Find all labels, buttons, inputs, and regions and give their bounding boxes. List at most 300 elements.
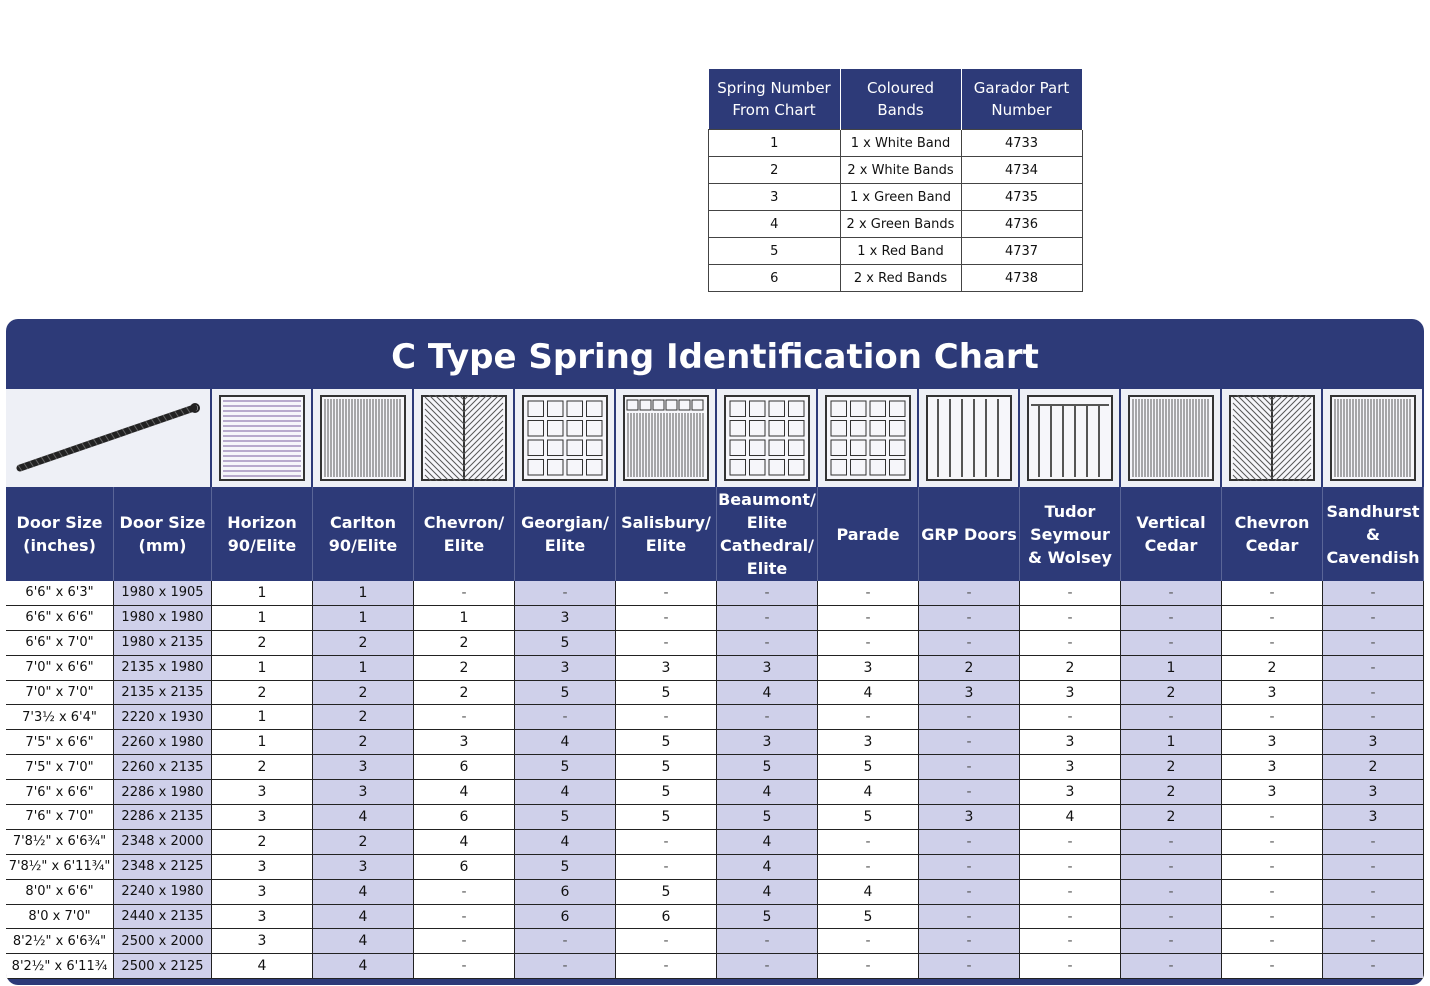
- key-spring-number: 3: [709, 184, 841, 211]
- spring-number-cell: -: [1323, 905, 1424, 930]
- chevron-cedar-door-icon: [1222, 389, 1323, 487]
- spring-number-cell: 3: [1020, 681, 1121, 706]
- spring-number-cell: -: [1222, 631, 1323, 656]
- key-part-number: 4738: [961, 265, 1082, 292]
- spring-number-cell: -: [818, 830, 919, 855]
- spring-number-cell: 4: [313, 954, 414, 979]
- carlton-door-icon: [313, 389, 414, 487]
- spring-number-cell: -: [414, 705, 515, 730]
- spring-number-cell: 3: [313, 755, 414, 780]
- door-size-mm: 2260 x 1980: [114, 730, 212, 755]
- table-row: [6, 681, 1424, 706]
- spring-number-cell: 2: [1222, 656, 1323, 681]
- key-coloured-bands: 2 x Green Bands: [840, 211, 961, 238]
- spring-number-cell: -: [515, 954, 616, 979]
- spring-number-cell: 1: [212, 705, 313, 730]
- spring-number-cell: 3: [212, 805, 313, 830]
- door-size-mm: 2260 x 2135: [114, 755, 212, 780]
- spring-number-cell: 4: [313, 905, 414, 930]
- key-header-part-number: Garador Part Number: [961, 69, 1082, 130]
- spring-number-cell: 6: [515, 880, 616, 905]
- spring-number-cell: 3: [818, 656, 919, 681]
- spring-number-cell: 3: [818, 730, 919, 755]
- spring-number-cell: -: [1121, 705, 1222, 730]
- column-header: Salisbury/ Elite: [616, 487, 717, 581]
- key-table-row: [709, 238, 1083, 265]
- key-coloured-bands: 2 x Red Bands: [840, 265, 961, 292]
- spring-number-cell: -: [1020, 631, 1121, 656]
- door-size-inches: 7'0" x 7'0": [6, 681, 114, 706]
- key-spring-number: 4: [709, 211, 841, 238]
- spring-number-cell: -: [1020, 954, 1121, 979]
- spring-number-cell: -: [919, 929, 1020, 954]
- spring-number-cell: 4: [515, 830, 616, 855]
- spring-number-cell: -: [919, 755, 1020, 780]
- spring-number-cell: 5: [515, 805, 616, 830]
- spring-number-cell: -: [1222, 705, 1323, 730]
- spring-number-cell: 5: [515, 681, 616, 706]
- door-size-inches: 8'2½" x 6'6¾": [6, 929, 114, 954]
- spring-number-cell: -: [919, 830, 1020, 855]
- column-header: Beaumont/ Elite Cathedral/ Elite: [717, 487, 818, 581]
- spring-number-cell: 3: [616, 656, 717, 681]
- door-image-row: [6, 389, 1424, 487]
- spring-number-cell: -: [717, 705, 818, 730]
- spring-number-cell: 3: [1222, 681, 1323, 706]
- spring-number-cell: 3: [1323, 780, 1424, 805]
- spring-number-cell: -: [1323, 606, 1424, 631]
- key-coloured-bands: 2 x White Bands: [840, 157, 961, 184]
- spring-number-cell: 3: [212, 855, 313, 880]
- spring-number-cell: -: [717, 929, 818, 954]
- spring-number-cell: -: [414, 880, 515, 905]
- spring-number-cell: 2: [414, 681, 515, 706]
- spring-number-cell: -: [919, 880, 1020, 905]
- spring-number-cell: 5: [515, 855, 616, 880]
- spring-grid: [6, 581, 1424, 979]
- door-size-mm: 1980 x 2135: [114, 631, 212, 656]
- spring-number-cell: 1: [313, 606, 414, 631]
- spring-number-cell: -: [919, 631, 1020, 656]
- spring-number-cell: -: [717, 606, 818, 631]
- door-size-inches: 8'0 x 7'0": [6, 905, 114, 930]
- door-size-mm: 2286 x 2135: [114, 805, 212, 830]
- spring-number-cell: 2: [212, 631, 313, 656]
- spring-number-cell: -: [616, 830, 717, 855]
- spring-number-cell: -: [919, 705, 1020, 730]
- key-table-body: [709, 130, 1083, 292]
- spring-number-cell: 5: [818, 805, 919, 830]
- key-spring-number: 6: [709, 265, 841, 292]
- spring-number-cell: 4: [717, 780, 818, 805]
- spring-number-cell: -: [919, 606, 1020, 631]
- spring-number-cell: 3: [212, 905, 313, 930]
- spring-number-cell: 4: [717, 681, 818, 706]
- spring-number-cell: 4: [212, 954, 313, 979]
- table-row: [6, 805, 1424, 830]
- spring-number-cell: -: [616, 606, 717, 631]
- spring-number-cell: -: [1020, 905, 1121, 930]
- spring-number-cell: 4: [414, 830, 515, 855]
- spring-number-cell: 3: [1222, 755, 1323, 780]
- column-header: Tudor Seymour & Wolsey: [1020, 487, 1121, 581]
- spring-number-cell: 5: [717, 905, 818, 930]
- key-coloured-bands: 1 x White Band: [840, 130, 961, 157]
- spring-number-cell: 5: [616, 780, 717, 805]
- spring-number-cell: 2: [1121, 805, 1222, 830]
- column-header: Door Size (inches): [6, 487, 114, 581]
- spring-number-cell: -: [1222, 606, 1323, 631]
- spring-number-cell: 1: [313, 656, 414, 681]
- door-size-mm: 2220 x 1930: [114, 705, 212, 730]
- column-header-row: [6, 487, 1424, 581]
- spring-number-cell: 3: [1222, 780, 1323, 805]
- spring-number-cell: 3: [1323, 730, 1424, 755]
- door-size-inches: 6'6" x 6'3": [6, 581, 114, 606]
- spring-number-cell: -: [616, 929, 717, 954]
- spring-number-cell: 3: [1323, 805, 1424, 830]
- door-size-mm: 2240 x 1980: [114, 880, 212, 905]
- spring-number-cell: -: [1323, 705, 1424, 730]
- spring-key-table: [708, 69, 1083, 292]
- spring-number-cell: -: [1020, 705, 1121, 730]
- column-header: Vertical Cedar: [1121, 487, 1222, 581]
- spring-number-cell: 5: [818, 905, 919, 930]
- spring-number-cell: -: [1020, 606, 1121, 631]
- spring-number-cell: 4: [313, 929, 414, 954]
- door-size-inches: 8'0" x 6'6": [6, 880, 114, 905]
- spring-number-cell: 2: [414, 656, 515, 681]
- spring-number-cell: -: [1323, 880, 1424, 905]
- door-size-inches: 7'5" x 6'6": [6, 730, 114, 755]
- spring-number-cell: -: [919, 954, 1020, 979]
- spring-number-cell: 1: [313, 581, 414, 606]
- table-row: [6, 631, 1424, 656]
- spring-number-cell: -: [1323, 954, 1424, 979]
- spring-number-cell: -: [1323, 581, 1424, 606]
- spring-number-cell: 4: [717, 855, 818, 880]
- spring-number-cell: -: [515, 929, 616, 954]
- spring-number-cell: -: [818, 606, 919, 631]
- spring-number-cell: -: [616, 855, 717, 880]
- spring-number-cell: -: [1121, 954, 1222, 979]
- key-table-row: [709, 130, 1083, 157]
- spring-number-cell: -: [1020, 880, 1121, 905]
- spring-number-cell: 5: [515, 631, 616, 656]
- table-row: [6, 929, 1424, 954]
- parade-door-icon: [818, 389, 919, 487]
- spring-number-cell: 3: [717, 656, 818, 681]
- spring-number-cell: 2: [313, 681, 414, 706]
- spring-number-cell: -: [1323, 681, 1424, 706]
- table-row: [6, 581, 1424, 606]
- spring-number-cell: -: [919, 855, 1020, 880]
- spring-number-cell: 1: [212, 656, 313, 681]
- spring-number-cell: 3: [1020, 755, 1121, 780]
- spring-number-cell: -: [414, 954, 515, 979]
- spring-number-cell: 6: [414, 755, 515, 780]
- spring-number-cell: -: [1222, 581, 1323, 606]
- grp-door-icon: [919, 389, 1020, 487]
- spring-number-cell: -: [1121, 905, 1222, 930]
- spring-number-cell: -: [717, 581, 818, 606]
- spring-number-cell: -: [1020, 830, 1121, 855]
- door-size-mm: 2348 x 2000: [114, 830, 212, 855]
- beaumont-door-icon: [717, 389, 818, 487]
- spring-number-cell: 4: [818, 780, 919, 805]
- key-spring-number: 2: [709, 157, 841, 184]
- key-part-number: 4737: [961, 238, 1082, 265]
- spring-number-cell: 3: [919, 681, 1020, 706]
- spring-number-cell: 2: [919, 656, 1020, 681]
- door-size-mm: 1980 x 1980: [114, 606, 212, 631]
- spring-number-cell: 3: [313, 780, 414, 805]
- spring-number-cell: -: [818, 705, 919, 730]
- key-part-number: 4734: [961, 157, 1082, 184]
- column-header: Chevron/ Elite: [414, 487, 515, 581]
- table-row: [6, 855, 1424, 880]
- door-size-inches: 7'6" x 7'0": [6, 805, 114, 830]
- table-row: [6, 905, 1424, 930]
- spring-number-cell: 5: [616, 880, 717, 905]
- spring-number-cell: 4: [515, 730, 616, 755]
- spring-number-cell: 3: [515, 606, 616, 631]
- spring-number-cell: 5: [616, 805, 717, 830]
- spring-number-cell: 2: [1323, 755, 1424, 780]
- key-table-header-row: [709, 69, 1083, 130]
- spring-number-cell: 4: [717, 880, 818, 905]
- door-size-inches: 7'8½" x 6'6¾": [6, 830, 114, 855]
- key-coloured-bands: 1 x Green Band: [840, 184, 961, 211]
- spring-number-cell: -: [1121, 606, 1222, 631]
- spring-number-cell: 3: [717, 730, 818, 755]
- spring-number-cell: -: [515, 705, 616, 730]
- spring-number-cell: 2: [212, 681, 313, 706]
- spring-number-cell: -: [1222, 805, 1323, 830]
- spring-number-cell: 1: [1121, 730, 1222, 755]
- door-size-mm: 2348 x 2125: [114, 855, 212, 880]
- vertical-cedar-door-icon: [1121, 389, 1222, 487]
- door-size-inches: 7'3½ x 6'4": [6, 705, 114, 730]
- table-row: [6, 705, 1424, 730]
- spring-number-cell: 4: [818, 681, 919, 706]
- key-spring-number: 5: [709, 238, 841, 265]
- key-table-row: [709, 265, 1083, 292]
- column-header: Horizon 90/Elite: [212, 487, 313, 581]
- spring-number-cell: -: [616, 954, 717, 979]
- spring-number-cell: 2: [313, 705, 414, 730]
- tudor-door-icon: [1020, 389, 1121, 487]
- door-size-mm: 2500 x 2125: [114, 954, 212, 979]
- spring-number-cell: -: [818, 631, 919, 656]
- spring-number-cell: 5: [616, 681, 717, 706]
- spring-number-cell: -: [1121, 929, 1222, 954]
- spring-number-cell: -: [515, 581, 616, 606]
- spring-number-cell: -: [1121, 631, 1222, 656]
- spring-number-cell: -: [1222, 880, 1323, 905]
- door-size-mm: 2500 x 2000: [114, 929, 212, 954]
- chart-title: C Type Spring Identification Chart: [391, 337, 1039, 377]
- spring-number-cell: -: [717, 954, 818, 979]
- key-table-row: [709, 184, 1083, 211]
- spring-number-cell: -: [414, 581, 515, 606]
- key-spring-number: 1: [709, 130, 841, 157]
- spring-number-cell: -: [1222, 855, 1323, 880]
- spring-number-cell: -: [818, 954, 919, 979]
- spring-number-cell: -: [1323, 830, 1424, 855]
- spring-number-cell: 4: [1020, 805, 1121, 830]
- spring-number-cell: 1: [212, 581, 313, 606]
- door-size-mm: 1980 x 1905: [114, 581, 212, 606]
- spring-number-cell: 5: [717, 805, 818, 830]
- spring-number-cell: 4: [313, 805, 414, 830]
- spring-number-cell: 4: [515, 780, 616, 805]
- column-header: GRP Doors: [919, 487, 1020, 581]
- table-row: [6, 780, 1424, 805]
- spring-number-cell: -: [717, 631, 818, 656]
- spring-number-cell: 3: [515, 656, 616, 681]
- key-coloured-bands: 1 x Red Band: [840, 238, 961, 265]
- spring-number-cell: -: [1222, 905, 1323, 930]
- spring-number-cell: 2: [313, 631, 414, 656]
- spring-number-cell: 3: [212, 780, 313, 805]
- spring-number-cell: 4: [818, 880, 919, 905]
- spring-number-cell: 1: [212, 606, 313, 631]
- spring-number-cell: 3: [1222, 730, 1323, 755]
- spring-number-cell: -: [818, 929, 919, 954]
- spring-number-cell: 2: [212, 755, 313, 780]
- door-size-mm: 2135 x 2135: [114, 681, 212, 706]
- spring-number-cell: -: [1121, 830, 1222, 855]
- door-size-mm: 2286 x 1980: [114, 780, 212, 805]
- key-table-row: [709, 157, 1083, 184]
- spring-number-cell: -: [1323, 631, 1424, 656]
- column-header: Sandhurst & Cavendish: [1323, 487, 1424, 581]
- column-header: Door Size (mm): [114, 487, 212, 581]
- spring-number-cell: -: [414, 905, 515, 930]
- spring-number-cell: 6: [515, 905, 616, 930]
- door-size-inches: 6'6" x 7'0": [6, 631, 114, 656]
- table-row: [6, 880, 1424, 905]
- spring-number-cell: 5: [616, 755, 717, 780]
- spring-number-cell: 4: [717, 830, 818, 855]
- spring-number-cell: 2: [313, 730, 414, 755]
- horizon-door-icon: [212, 389, 313, 487]
- spring-number-cell: 2: [313, 830, 414, 855]
- spring-number-cell: 3: [313, 855, 414, 880]
- table-row: [6, 954, 1424, 979]
- spring-number-cell: 1: [1121, 656, 1222, 681]
- door-size-inches: 7'6" x 6'6": [6, 780, 114, 805]
- table-row: [6, 606, 1424, 631]
- spring-number-cell: 5: [515, 755, 616, 780]
- key-header-coloured-bands: Coloured Bands: [840, 69, 961, 130]
- table-row: [6, 830, 1424, 855]
- spring-number-cell: 3: [212, 929, 313, 954]
- spring-number-cell: 4: [414, 780, 515, 805]
- spring-number-cell: 3: [1020, 730, 1121, 755]
- key-part-number: 4736: [961, 211, 1082, 238]
- key-part-number: 4733: [961, 130, 1082, 157]
- spring-number-cell: 5: [717, 755, 818, 780]
- spring-number-cell: -: [616, 631, 717, 656]
- spring-number-cell: 1: [414, 606, 515, 631]
- spring-number-cell: -: [1121, 880, 1222, 905]
- spring-number-cell: -: [919, 581, 1020, 606]
- spring-number-cell: -: [1323, 929, 1424, 954]
- spring-number-cell: 3: [919, 805, 1020, 830]
- key-header-spring-number: Spring Number From Chart: [709, 69, 841, 130]
- spring-number-cell: 4: [313, 880, 414, 905]
- spring-number-cell: 1: [212, 730, 313, 755]
- table-row: [6, 730, 1424, 755]
- spring-number-cell: -: [818, 581, 919, 606]
- column-header: Georgian/ Elite: [515, 487, 616, 581]
- door-size-mm: 2440 x 2135: [114, 905, 212, 930]
- spring-number-cell: 2: [414, 631, 515, 656]
- door-size-inches: 6'6" x 6'6": [6, 606, 114, 631]
- spring-number-cell: -: [414, 929, 515, 954]
- table-row: [6, 656, 1424, 681]
- door-size-inches: 7'0" x 6'6": [6, 656, 114, 681]
- column-header: Chevron Cedar: [1222, 487, 1323, 581]
- spring-number-cell: 2: [212, 830, 313, 855]
- table-row: [6, 755, 1424, 780]
- column-header: Carlton 90/Elite: [313, 487, 414, 581]
- spring-icon: [6, 389, 212, 487]
- spring-number-cell: -: [1222, 830, 1323, 855]
- spring-number-cell: -: [616, 705, 717, 730]
- door-size-inches: 7'5" x 7'0": [6, 755, 114, 780]
- chevron-door-icon: [414, 389, 515, 487]
- column-header: Parade: [818, 487, 919, 581]
- salisbury-door-icon: [616, 389, 717, 487]
- spring-number-cell: 2: [1121, 681, 1222, 706]
- spring-number-cell: -: [1020, 929, 1121, 954]
- spring-number-cell: 2: [1121, 780, 1222, 805]
- door-size-inches: 7'8½" x 6'11¾": [6, 855, 114, 880]
- spring-number-cell: 3: [212, 880, 313, 905]
- spring-number-cell: -: [919, 905, 1020, 930]
- spring-identification-chart: [6, 319, 1424, 985]
- spring-number-cell: -: [616, 581, 717, 606]
- spring-number-cell: 3: [1020, 780, 1121, 805]
- spring-number-cell: -: [1020, 581, 1121, 606]
- spring-number-cell: 2: [1020, 656, 1121, 681]
- spring-number-cell: 3: [414, 730, 515, 755]
- spring-number-cell: -: [1121, 855, 1222, 880]
- spring-number-cell: -: [1323, 656, 1424, 681]
- spring-number-cell: -: [818, 855, 919, 880]
- door-size-inches: 8'2½" x 6'11¾: [6, 954, 114, 979]
- georgian-door-icon: [515, 389, 616, 487]
- spring-number-cell: -: [919, 780, 1020, 805]
- spring-number-cell: -: [1020, 855, 1121, 880]
- spring-number-cell: 6: [616, 905, 717, 930]
- key-table-row: [709, 211, 1083, 238]
- spring-number-cell: 2: [1121, 755, 1222, 780]
- spring-number-cell: -: [1222, 929, 1323, 954]
- spring-number-cell: 6: [414, 855, 515, 880]
- spring-number-cell: 6: [414, 805, 515, 830]
- spring-number-cell: -: [919, 730, 1020, 755]
- spring-number-cell: -: [1323, 855, 1424, 880]
- door-size-mm: 2135 x 1980: [114, 656, 212, 681]
- spring-number-cell: 5: [616, 730, 717, 755]
- sandhurst-door-icon: [1323, 389, 1424, 487]
- spring-number-cell: -: [1222, 954, 1323, 979]
- spring-number-cell: -: [1121, 581, 1222, 606]
